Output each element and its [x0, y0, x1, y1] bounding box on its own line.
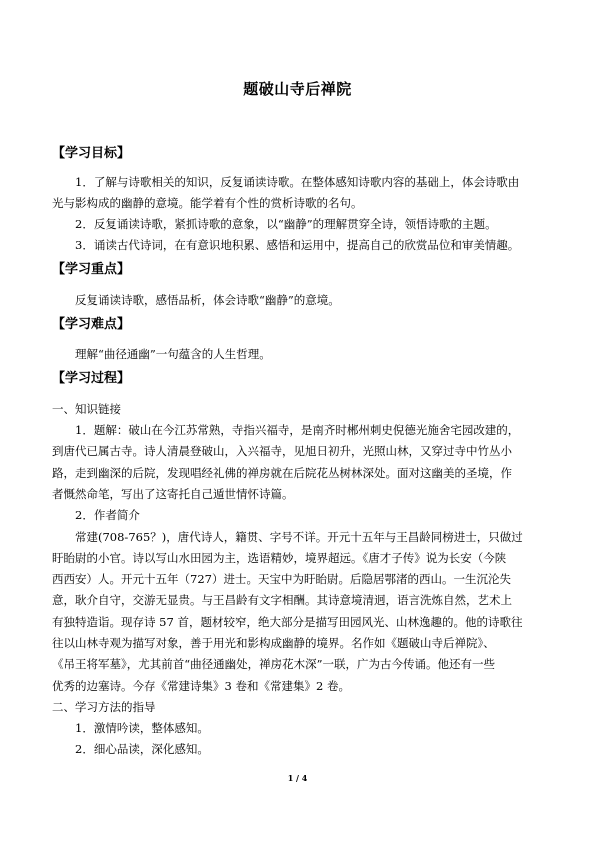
difficulty-line-1: 理解“曲径通幽”一句蕴含的人生哲理。: [75, 347, 271, 361]
process-line-10: 意，耿介自守，交游无显贵。与王昌龄有文字相酬。其诗意境清迥，语言洗炼自然，艺术上: [52, 593, 512, 607]
goals-heading: 【学习目标】: [52, 146, 131, 161]
process-line-6: 2．作者简介: [75, 508, 140, 522]
focus-heading: 【学习重点】: [52, 262, 131, 277]
process-line-3: 到唐代已属古寺。诗人清晨登破山，入兴福寺，见旭日初升，光照山林，又穿过寺中竹丛小: [52, 444, 512, 458]
process-heading: 【学习过程】: [52, 371, 131, 386]
goals-line-1: 1．了解与诗歌相关的知识，反复诵读诗歌。在整体感知诗歌内容的基础上，体会诗歌由: [75, 175, 520, 189]
process-line-4: 路，走到幽深的后院，发现唱经礼佛的禅房就在后院花丛树林深处。面对这幽美的圣境，作: [52, 466, 512, 480]
difficulty-heading: 【学习难点】: [52, 317, 131, 332]
goals-line-4: 3．诵读古代诗词，在有意识地积累、感悟和运用中，提高自己的欣赏品位和审美情趣。: [75, 238, 520, 252]
process-line-15: 二、学习方法的指导: [52, 700, 156, 714]
process-line-12: 往以山林寺观为描写对象，善于用光和影构成幽静的境界。名作如《题破山寺后禅院》、: [52, 636, 495, 650]
process-line-8: 盱眙尉的小官。诗以写山水田园为主，选语精妙，境界超远。《唐才子传》说为长安（今陕: [52, 551, 507, 565]
goals-line-3: 2．反复诵读诗歌，紧抓诗歌的意象，以“幽静”的理解贯穿全诗，领悟诗歌的主题。: [75, 217, 497, 231]
focus-line-1: 反复诵读诗歌，感悟品析，体会诗歌“幽静”的意境。: [75, 293, 340, 307]
process-line-2: 1．题解：破山在今江苏常熟，寺指兴福寺，是南齐时郴州刺史倪德光施舍宅园改建的，: [75, 423, 520, 437]
process-line-5: 者慨然命笔，写出了这寄托自己遁世情怀诗篇。: [52, 487, 294, 501]
process-line-17: 2．细心品读，深化感知。: [75, 742, 209, 756]
process-line-9: 西西安）人。开元十五年（727）进士。天宝中为盱眙尉。后隐居鄂渚的西山。一生沉沦失: [52, 572, 511, 586]
page-title: 题破山寺后禅院: [243, 80, 352, 98]
process-line-7: 常建(708-765？)，唐代诗人，籍贯、字号不详。开元十五年与王昌龄同榜进士，只做过: [75, 530, 523, 544]
process-line-1: 一、知识链接: [52, 402, 121, 416]
goals-line-2: 光与影构成的幽静的意境。能学着有个性的赏析诗歌的名句。: [52, 196, 363, 210]
process-line-13: 《吊王将军墓》，尤其前首“曲径通幽处，禅房花木深”一联，广为古今传诵。他还有一些: [52, 657, 496, 671]
process-line-11: 有独特造诣。现存诗 57 首，题材较窄，绝大部分是描写田园风光、山林逸趣的。他的诗歌往: [52, 615, 523, 629]
process-line-16: 1．激情吟读，整体感知。: [75, 721, 209, 735]
process-line-14: 优秀的边塞诗。今存《常建诗集》3 卷和《常建集》2 卷。: [52, 679, 350, 693]
page-number: 1 / 4: [287, 773, 308, 783]
